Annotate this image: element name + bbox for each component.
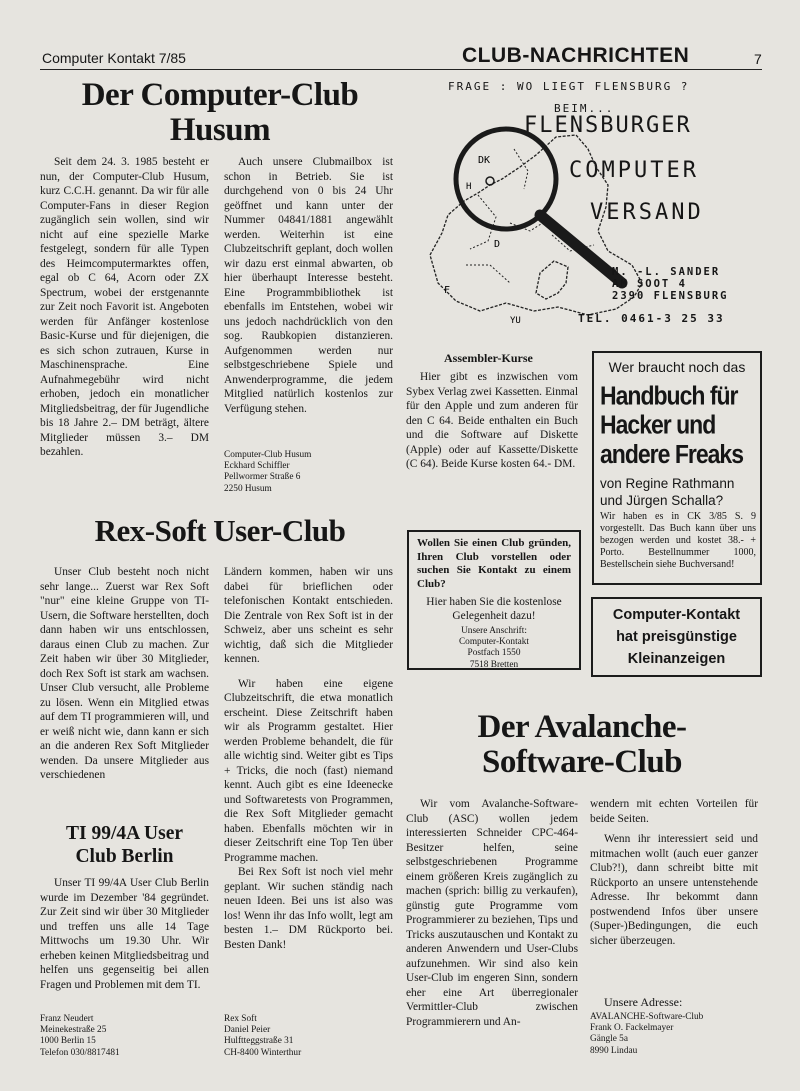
avalanche-title-line1: Der Avalanche- [477,709,687,745]
flensburg-question: FRAGE : WO LIEGT FLENSBURG ? [448,80,690,93]
handbuch-title-line2: Hacker und [600,410,716,440]
rexsoft-col2-p1: Ländern kommen, haben wir uns dabei für brieflichen oder telefonischen Kontakt entschieden. Die Zentrale von Rex Soft ist in der Schweiz, aber uns scheint es sehr wichtig, daß sich die Mitglieder kennen. [224,566,393,665]
ti99-title-line2: Club Berlin [75,846,174,868]
flensburg-address [612,266,729,302]
magazine-issue: Computer Kontakt 7/85 [42,50,186,66]
address-label: Unsere Anschrift: [461,626,527,636]
address-line: 2250 Husum [224,483,272,494]
address-line: AVALANCHE-Software-Club [590,1012,704,1022]
avalanche-col2-p2: Wenn ihr interessiert seid und mitmachen wollt (auch euer ganzer Club?!), dann schreibt bitte mit Rückporto an unsere untenstehende Adresse. Ihr bekommt dann postwendend Infos über unsere (Super-)Bedingungen, die euch sicher überzeugen. [590,833,758,947]
address-line: Computer-Club Husum [224,450,312,460]
address-line: Meinekestraße 25 [40,1025,107,1036]
page-number: 7 [754,51,762,67]
address-line: Eckhard Schiffler [224,461,290,472]
address-line: Hulftteggstraße 31 [224,1036,294,1047]
flensburg-phone: TEL. 0461-3 25 33 [578,312,725,325]
address-line: 2390 FLENSBURG [612,290,729,302]
address-line: Computer-Kontakt [458,637,530,648]
avalanche-col1-text: Wir vom Avalanche-Software-Club (ASC) wollen jedem interessierten Schneider CPC-464-Besitzer helfen, seine selbstgeschriebenen Programme einem größeren Kreis zugänglich zu machen (sprich: billig zu verkaufen), günstig gute Programme vom Programmierer zu beziehen, Tips und Tricks auszutauschen und Kontakt zu anderen Anwendern und User-Clubs aufzunehmen. Wir sind also kein User-Club im engeren Sinn, sondern eher eine Art überregionaler Vermittler-Club zwischen Programmierern und An- [406,798,578,1028]
address-line: AM SOOT 4 [612,278,687,290]
kleinanzeigen-line2: hat preisgünstige [616,629,737,645]
handbuch-details: Wir haben es in CK 3/85 S. 9 vorgestellt. Das Buch kann über uns bezogen werden und kostet 38.- + Porto. Bestellnummer 1000, Bestellschein siehe Buchversand! [600,511,756,570]
rexsoft-col2-p2: Wir haben eine eigene Clubzeitschrift, die etwa monatlich erscheint. Diese Zeitschrift haben wir als Programm gestaltet. Hier werden Probleme behandelt, die für alle wichtig sind. Weiter gibt es Tips + Tricks, die noch (fast) niemand kennt. Auch gibt es eine Ideenecke und Softwaretests von Programmen, die Rex Soft Mitglieder gemacht haben. Ebenfalls möchten wir in dieser Zeitschrift eine Top Ten über Programme machen. [224,677,393,864]
address-line: 1000 Berlin 15 [40,1036,96,1047]
rexsoft-address [224,1014,393,1059]
handbuch-title [600,381,756,468]
header-rule [40,69,762,70]
handbuch-title-line3: andere Freaks [600,439,743,469]
ti99-body [40,876,209,992]
rexsoft-col2-p3: Bei Rex Soft ist noch viel mehr geplant. Wir suchen ständig nach neuen Ideen. Bei uns ist also was los! Wenn ihr das Info wollt, legt am besten 1.– DM Rückporto bei. Besten Dank! [224,866,393,951]
address-line: M. -L. SANDER [612,266,721,278]
ti99-title-line1: TI 99/4A User [66,823,183,844]
rexsoft-col1-text: Unser Club besteht noch nicht sehr lange... Zuerst war Rex Soft "nur" eine kleine Gruppe von TI-Usern, die Software herstellten, doch dann haben wir uns entschlossen, daraus einen Club zu machen. Zur Zeit haben wir über 30 Mitglieder, doch Rex Soft ist stark am wachsen. Unser Club versucht, alle Probleme zu lösen. Wenn ein Mitglied etwas auf dem TI programmieren will, und er weiß nicht wie, dann kann er sich an die anderen Rex Soft Mitglieder wenden. Da unsere Mitglieder aus verschiedenen [40,566,209,781]
address-line: Daniel Peier [224,1025,271,1036]
address-line: CH-8400 Winterthur [224,1047,302,1058]
map-inner-borders [466,149,594,283]
address-line: Postfach 1550 [467,648,521,659]
address-line: Gängle 5a [590,1034,628,1045]
husum-headline [40,78,400,149]
husum-col1 [40,155,209,460]
europe-map-outline [430,135,642,315]
husum-col2-text: Auch unsere Clubmailbox ist schon in Betrieb. Sie ist durchgehend von 0 bis 24 Uhr geöffnet und kann unter der Nummer 04841/1881 angewählt werden. Weiterhin ist eine Clubzeitschrift geplant, doch wollen wir dazu erst einmal abwarten, ob hier überhaupt Interesse besteht. Eine Programmbibliothek ist ebenfalls im Entstehen, wobei wir uns jedoch nachdrücklich von den sog. Raubkopien distanzieren. Aufgenommen werden nur selbstgeschriebene Spiele und Anwenderprogramme, die jedem Mitglied natürlich kostenlos zur Verfügung stehen. [224,156,393,415]
rexsoft-headline: Rex-Soft User-Club [94,513,346,548]
assembler-text: Hier gibt es inzwischen vom Sybex Verlag zwei Kassetten. Einmal für den Apple und zum anderen für den C 64. Beide enthalten ein Buch und die Software auf Diskette (Apple) oder auf Kassette/Diskette (C 64). Beide Kurse kosten 64.- DM. [406,371,578,470]
ti99-address [40,1014,209,1059]
flensburg-line3: VERSAND [590,200,704,225]
avalanche-col2-p1: wendern mit echten Vorteilen für beide Seiten. [590,798,758,825]
kleinanzeigen-ad [591,597,762,677]
handbuch-title-line1: Handbuch für [600,381,738,411]
avalanche-title-line2: Software-Club [481,744,683,781]
club-contact-ad [407,530,581,670]
flensburg-beim: BEIM... [554,102,615,115]
husum-col1-text: Seit dem 24. 3. 1985 besteht er nun, der Computer-Club Husum, kurz C.C.H. genannt. Da wir für alle Computer-Fans in dieser Region zugänglich sein wollen, sind wir nicht auf eine spezielle Marke festgelegt, sondern für alle Typen des Heimcomputermarktes offen, egal ob C 64, Acorn oder ZX Spectrum, wobei der erstgenannte zur Zeit noch Favorit ist. Angeboten werden für Anfänger kostenlose Basic-Kurse und für diejenigen, die es sich schon zutrauen, Kurse in Maschinensprache. Eine Aufnahmegebühr wird nicht erhoben, jedoch ein monatlicher Mitgliedsbeitrag, der für Jugendliche bis 18 Jahre 2.– DM beträgt, ältere Mitglieder müssen 3.– DM bezahlen. [40,156,209,458]
ti99-headline [40,822,209,869]
handbuch-authors: von Regine Rathmann und Jürgen Schalla? [600,476,735,508]
kleinanzeigen-line3: Kleinanzeigen [627,651,726,667]
handbuch-ad [592,351,762,585]
husum-col2 [224,155,393,416]
husum-address [224,450,393,495]
avalanche-address-label: Unsere Adresse: [604,995,683,1009]
flensburg-line1: FLENSBURGER [524,113,692,138]
ti99-text: Unser TI 99/4A User Club Berlin wurde im Dezember '84 gegründet. Zur Zeit sind wir über 30 Mitglieder und treffen uns alle 14 Tage Mittwochs um 19.30 Uhr. Wir erheben keinen Mitgliedsbeitrag und helfen uns gegenseitig bei allen Fragen und Problemen mit dem TI. [40,877,209,991]
map-label-h: H [466,182,472,192]
map-label-dk: DK [478,155,491,166]
kleinanzeigen-line1: Computer-Kontakt [612,607,741,623]
assembler-body [406,370,578,472]
avalanche-col1 [406,797,578,1029]
husum-title-line2: Husum [169,112,271,149]
flensburg-line2: COMPUTER [569,158,699,183]
rexsoft-col2 [224,565,393,952]
map-label-f: F [444,285,451,296]
address-line: Rex Soft [224,1014,257,1024]
club-contact-address [409,626,579,671]
avalanche-col2 [590,797,758,948]
rexsoft-col1 [40,565,209,783]
avalanche-address [590,1012,758,1057]
address-line: Franz Neudert [40,1014,94,1024]
address-line: 8990 Lindau [590,1045,638,1056]
address-line: Pellwormer Straße 6 [224,472,301,483]
map-label-yu: YU [510,316,521,326]
map-label-d: D [494,239,501,250]
flensburg-marker [486,177,494,185]
address-line: 7518 Bretten [469,659,519,670]
club-contact-sub: Hier haben Sie die kostenlose Gelegenheit dazu! [426,596,562,622]
address-line: Telefon 030/8817481 [40,1047,120,1058]
address-line: Frank O. Fackelmayer [590,1023,674,1034]
section-title: CLUB-NACHRICHTEN [462,44,690,67]
club-contact-headline: Wollen Sie einen Club gründen, Ihren Club vorstellen oder suchen Sie Kontakt zu einem Club? [417,537,571,590]
magnifier-handle [540,215,622,283]
avalanche-headline [406,710,758,781]
handbuch-question: Wer braucht noch das [608,359,746,375]
husum-title-line1: Der Computer-Club [81,77,359,113]
assembler-title: Assembler-Kurse [444,351,533,365]
